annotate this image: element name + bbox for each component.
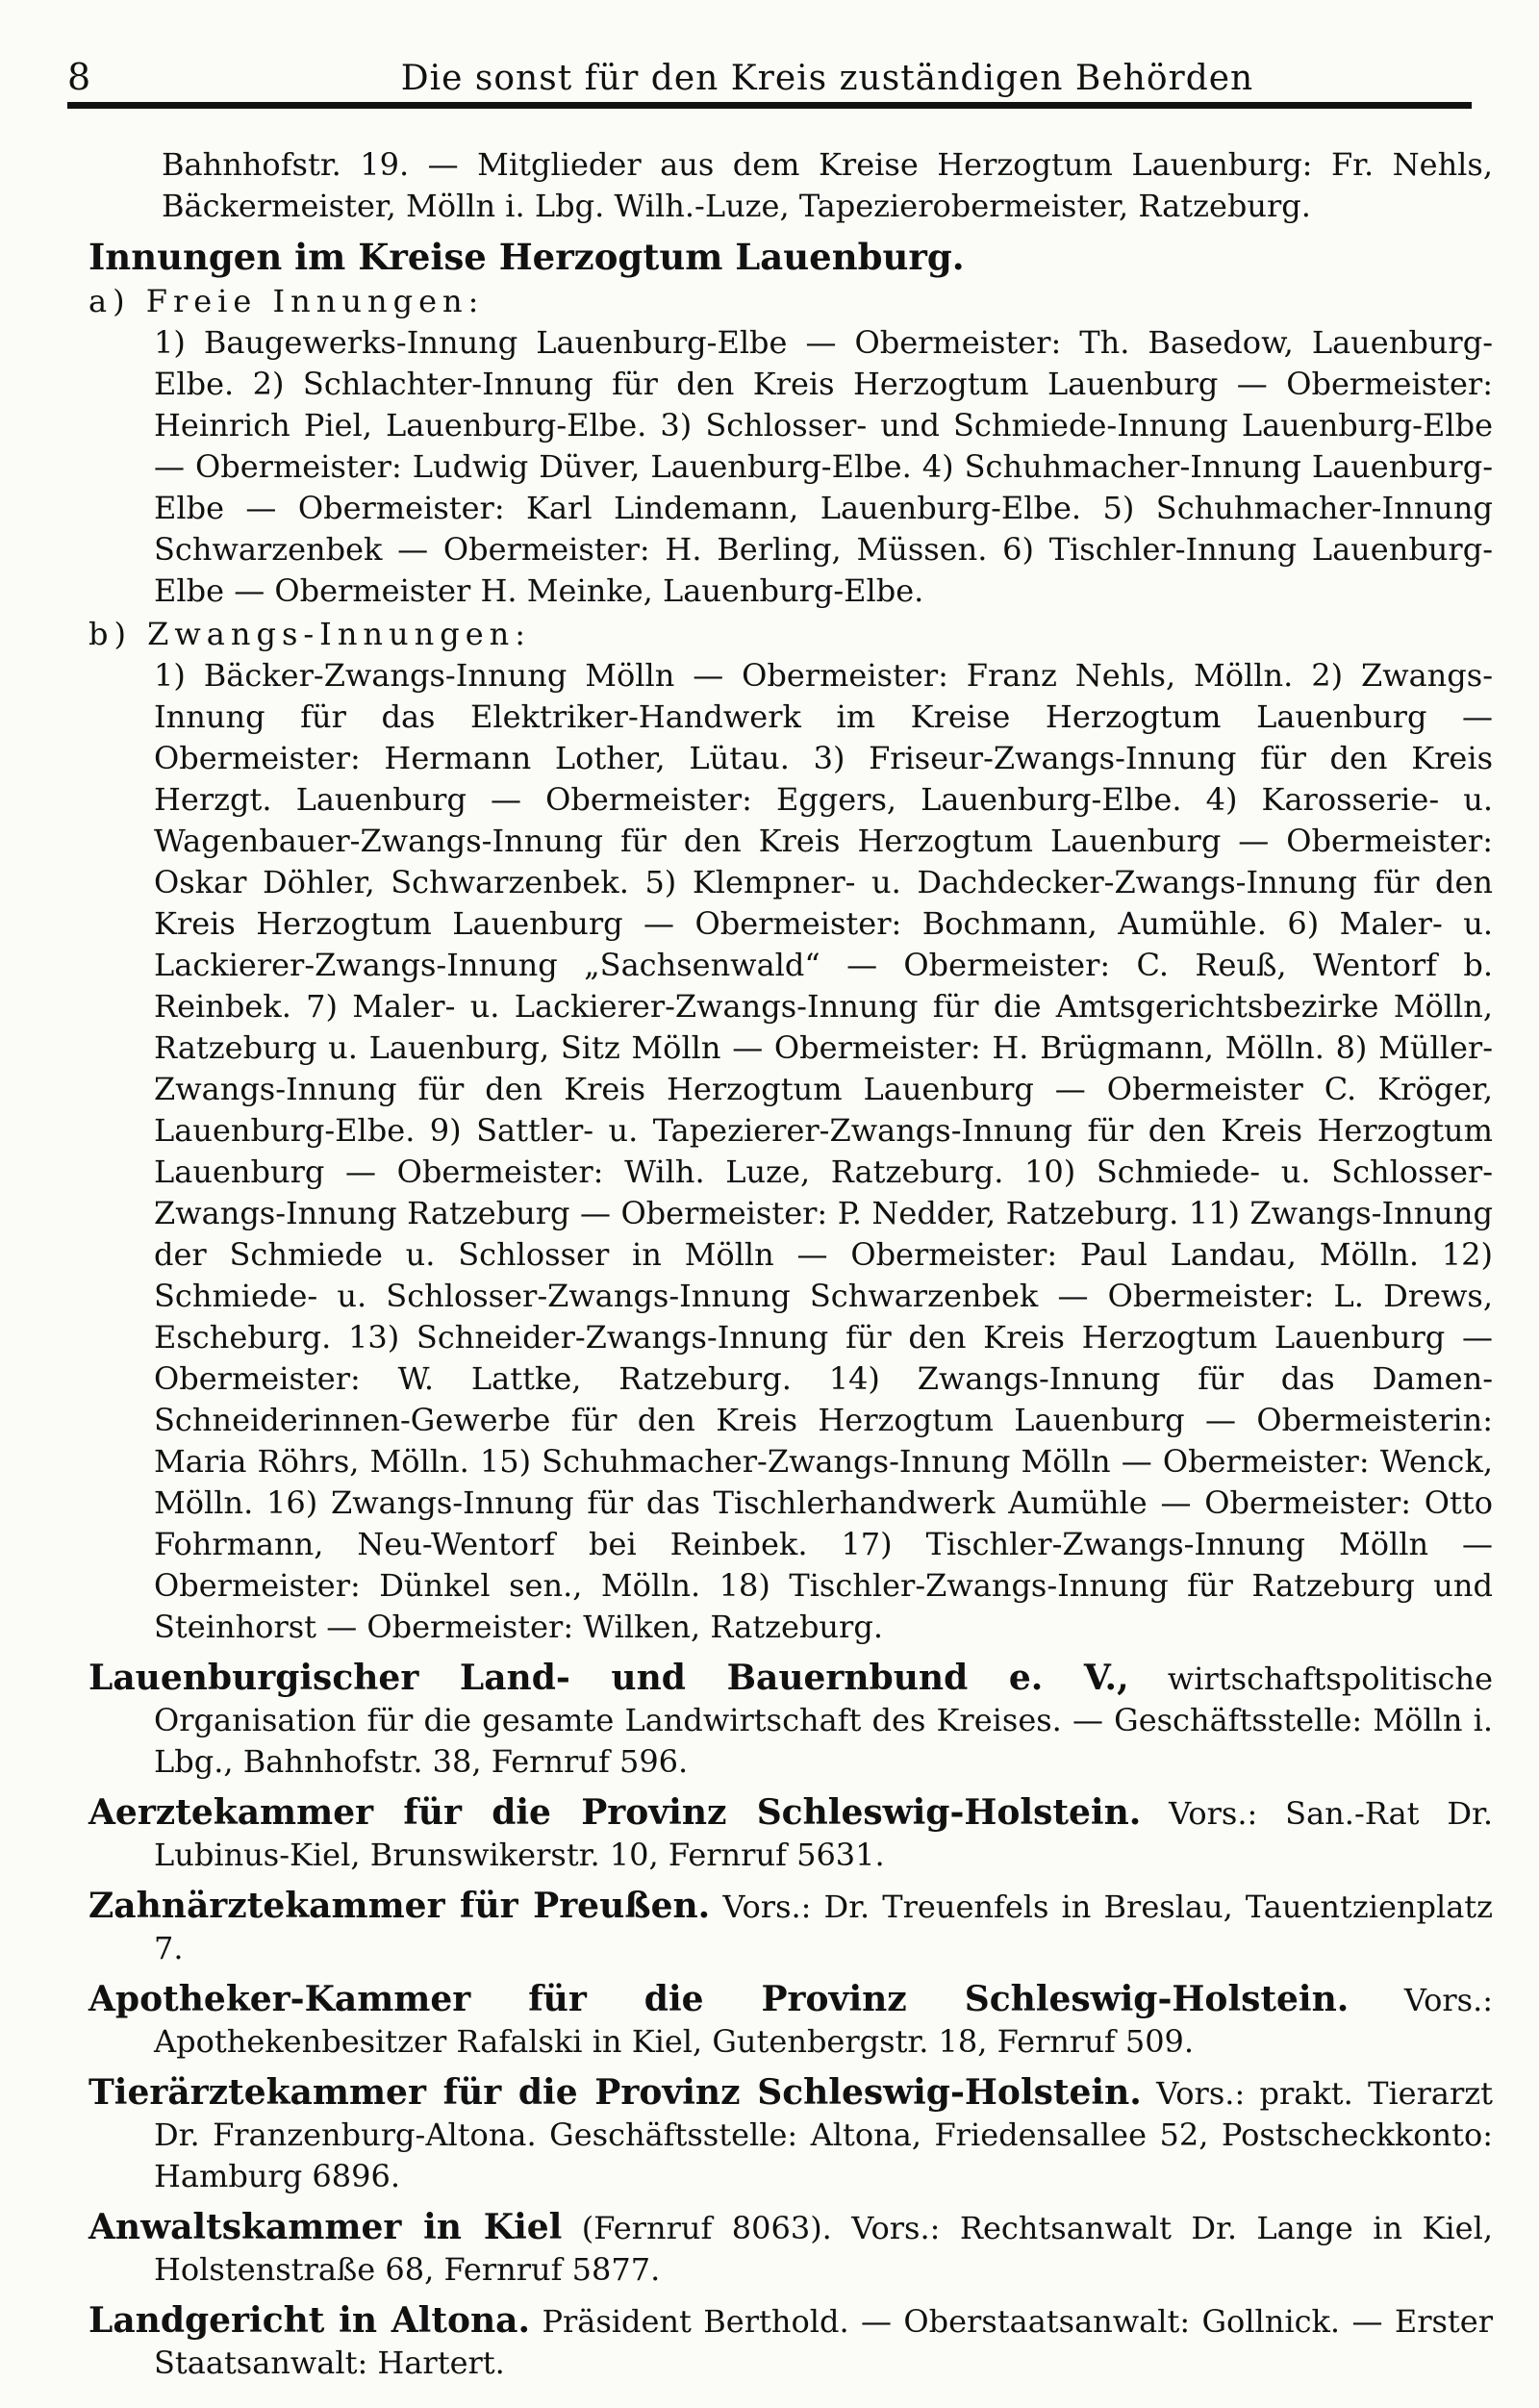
entry-name: Tierärztekammer für die Provinz Schleswig-Holstein.: [88, 2072, 1142, 2113]
entry-name: Anwaltskammer in Kiel: [88, 2207, 563, 2247]
zwangs-innungen-list: 1) Bäcker-Zwangs-Innung Mölln — Obermeister: Franz Nehls, Mölln. 2) Zwangs-Innung für das Elektriker-Handwerk im Kreise Herzogtum Lauenburg — Obermeister: Hermann Lother, Lütau. 3) Friseur-Zwangs-Innung für den Kreis Herzgt. Lauenburg — Obermeister: Eggers, Lauenburg-Elbe. 4) Karosserie- u. Wagenbauer-Zwangs-Innung für den Kreis Herzogtum Lauenburg — Obermeister: Oskar Döhler, Schwarzenbek. 5) Klempner- u. Dachdecker-Zwangs-Innung für den Kreis Herzogtum Lauenburg — Obermeister: Bochmann, Aumühle. 6) Maler- u. Lackierer-Zwangs-Innung „Sachsenwald“ — Obermeister: C. Reuß, Wentorf b. Reinbek. 7) Maler- u. Lackierer-Zwangs-Innung für die Amtsgerichtsbezirke Mölln, Ratzeburg u. Lauenburg, Sitz Mölln — Obermeister: H. Brügmann, Mölln. 8) Müller-Zwangs-Innung für den Kreis Herzogtum Lauenburg — Obermeister C. Kröger, Lauenburg-Elbe. 9) Sattler- u. Tapezierer-Zwangs-Innung für den Kreis Herzogtum Lauenburg — Obermeister: Wilh. Luze, Ratzeburg. 10) Schmiede- u. Schlosser-Zwangs-Innung Ratzeburg — Obermeister: P. Nedder, Ratzeburg. 11) Zwangs-Innung der Schmiede u. Schlosser in Mölln — Obermeister: Paul Landau, Mölln. 12) Schmiede- u. Schlosser-Zwangs-Innung Schwarzenbek — Obermeister: L. Drews, Escheburg. 13) Schneider-Zwangs-Innung für den Kreis Herzogtum Lauenburg — Obermeister: W. Lattke, Ratzeburg. 14) Zwangs-Innung für das Damen-Schneiderinnen-Gewerbe für den Kreis Herzogtum Lauenburg — Obermeisterin: Maria Röhrs, Mölln. 15) Schuhmacher-Zwangs-Innung Mölln — Obermeister: Wenck, Mölln. 16) Zwangs-Innung für das Tischlerhandwerk Aumühle — Obermeister: Otto Fohrmann, Neu-Wentorf bei Reinbek. 17) Tischler-Zwangs-Innung Mölln — Obermeister: Dünkel sen., Mölln. 18) Tischler-Zwangs-Innung für Ratzeburg und Steinhorst — Obermeister: Wilken, Ratzeburg.: [154, 657, 1493, 1645]
entry-text: Vors.: Apothekenbesitzer Rafalski in Kiel, Gutenbergstr. 18, Fernruf 509.: [154, 1982, 1494, 2060]
entry-zahnaerztekammer: [88, 1886, 1493, 1969]
entry-bauernbund: [88, 1658, 1493, 1783]
entry-name: Landgericht in Altona.: [88, 2300, 531, 2341]
page-header: [67, 40, 1472, 98]
entry-name: Aerztekammer für die Provinz Schleswig-Holstein.: [88, 1792, 1142, 1833]
entry-anwaltskammer: [88, 2207, 1493, 2291]
entry-name: Zahnärztekammer für Preußen.: [88, 1886, 711, 1926]
entry-apothekerkammer: [88, 1979, 1493, 2063]
freie-innungen-label: a) Freie Innungen:: [88, 283, 485, 319]
entry-aerztekammer: [88, 1792, 1493, 1876]
intro-paragraph: Bahnhofstr. 19. — Mitglieder aus dem Kreise Herzogtum Lauenburg: Fr. Nehls, Bäckermeister, Mölln i. Lbg. Wilh.-Luze, Tapezierobermeister, Ratzeburg.: [162, 146, 1493, 224]
entry-name: Lauenburgischer Land- und Bauernbund e. V.,: [88, 1658, 1129, 1698]
entry-text: (Fernruf 8063). Vors.: Rechtsanwalt Dr. Lange in Kiel, Holstenstraße 68, Fernruf 5877.: [154, 2210, 1494, 2288]
freie-innungen-list: 1) Baugewerks-Innung Lauenburg-Elbe — Obermeister: Th. Basedow, Lauenburg-Elbe. 2) Schlachter-Innung für den Kreis Herzogtum Lauenburg — Obermeister: Heinrich Piel, Lauenburg-Elbe. 3) Schlosser- und Schmiede-Innung Lauenburg-Elbe — Obermeister: Ludwig Düver, Lauenburg-Elbe. 4) Schuhmacher-Innung Lauenburg-Elbe — Obermeister: Karl Lindemann, Lauenburg-Elbe. 5) Schuhmacher-Innung Schwarzenbek — Obermeister: H. Berling, Müssen. 6) Tischler-Innung Lauenburg-Elbe — Obermeister H. Meinke, Lauenburg-Elbe.: [154, 324, 1493, 609]
page-body: [88, 144, 1493, 2384]
entry-text: Vors.: Dr. Treuenfels in Breslau, Tauentzienplatz 7.: [154, 1888, 1494, 1966]
running-title: Die sonst für den Kreis zuständigen Behörden: [400, 59, 1254, 98]
zwangs-innungen-label: b) Zwangs-Innungen:: [88, 616, 532, 652]
entry-text: Vors.: prakt. Tierarzt Dr. Franzenburg-Altona. Geschäftsstelle: Altona, Friedensallee 52, Postscheckkonto: Hamburg 6896.: [154, 2075, 1493, 2194]
section-title-innungen: Innungen im Kreise Herzogtum Lauenburg.: [88, 236, 965, 278]
entry-name: Apotheker-Kammer für die Provinz Schleswig-Holstein.: [88, 1979, 1350, 2019]
page-number: 8: [67, 56, 91, 98]
entry-text: wirtschaftspolitische Organisation für die gesamte Landwirtschaft des Kreises. — Geschäftsstelle: Mölln i. Lbg., Bahnhofstr. 38, Fernruf 596.: [154, 1660, 1494, 1780]
entry-text: Präsident Berthold. — Oberstaatsanwalt: Gollnick. — Erster Staatsanwalt: Hartert.: [154, 2303, 1494, 2381]
entry-landgericht: [88, 2300, 1493, 2384]
header-rule: [67, 102, 1472, 109]
entry-tieraerztekammer: [88, 2072, 1493, 2197]
entry-text: Vors.: San.-Rat Dr. Lubinus-Kiel, Brunswikerstr. 10, Fernruf 5631.: [154, 1795, 1493, 1873]
